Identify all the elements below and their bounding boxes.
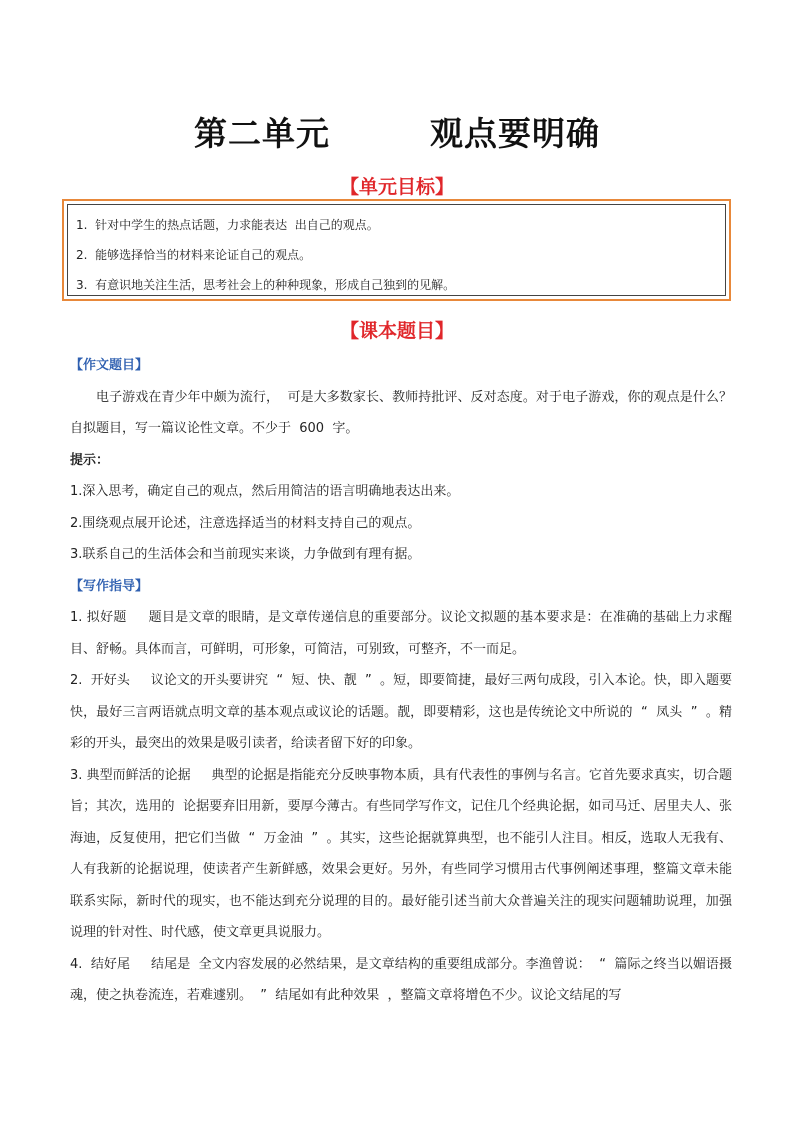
page-title: 第二单元 观点要明确	[194, 114, 600, 153]
unit-goals-box	[62, 199, 731, 301]
tips-label: 提示：	[70, 452, 110, 468]
goal-item: 1. 针对中学生的热点话题，力求能表达 出自己的观点。	[76, 218, 379, 232]
goal-item: 3. 有意识地关注生活，思考社会上的种种现象，形成自己独到的见解。	[76, 278, 456, 292]
guidance-paragraph: 1. 拟好题 题目是文章的眼睛，是文章传递信息的重要部分。议论文拟题的基本要求是：在准确的基础上力求醒目、舒畅。具体而言，可鲜明，可形象，可简洁，可别致，可整齐，不一而足。	[70, 610, 732, 657]
tip-item: 1.深入思考，确定自己的观点，然后用简洁的语言明确地表达出来。	[70, 484, 460, 499]
tip-item: 3.联系自己的生活体会和当前现实来谈，力争做到有理有据。	[70, 547, 421, 562]
goal-item: 2. 能够选择恰当的材料来论证自己的观点。	[76, 248, 312, 262]
textbook-content	[70, 350, 732, 1012]
unit-goals-inner-frame	[67, 204, 726, 296]
essay-prompt: 电子游戏在青少年中颇为流行， 可是大多数家长、教师持批评、反对态度。对于电子游戏，你的观点是什么？自拟题目，写一篇议论性文章。不少于 600 字。	[70, 389, 732, 436]
unit-goals-heading: 【单元目标】	[339, 176, 454, 198]
essay-title-label: 【作文题目】	[70, 358, 149, 373]
guidance-paragraph: 4. 结好尾 结尾是 全文内容发展的必然结果，是文章结构的重要组成部分。李渔曾说： “ 篇际之终当以媚语摄魂，使之执卷流连，若难遽别。 ” 结尾如有此种效果 ，整篇文章将增色不少。议论文结尾的写	[70, 956, 732, 1003]
guidance-paragraph: 3. 典型而鲜活的论据 典型的论据是指能充分反映事物本质，具有代表性的事例与名言。它首先要求真实，切合题旨；其次，选用的 论据要弃旧用新，要厚今薄古。有些同学写作文，记住几个经典论据，如司马迁、居里夫人、张海迪，反复使用，把它们当做 “ 万金油 ” 。其实，这些论据就算典型，也不能引人注目。相反，选取人无我有、人有我新的论据说理，使读者产生新鲜感，效果会更好。另外，有些同学习惯用古代事例阐述事理，整篇文章未能联系实际，新时代的现实，也不能达到充分说理的目的。最好能引述当前大众普遍关注的现实问题辅助说理，加强说理的针对性、时代感，使文章更具说服力。	[70, 767, 732, 940]
textbook-heading: 【课本题目】	[339, 320, 454, 342]
guidance-paragraph: 2. 开好头 议论文的开头要讲究 “ 短、快、靓 ” 。短，即要简捷，最好三两句成段，引入本论。快，即入题要快，最好三言两语就点明文章的基本观点或议论的话题。靓，即要精彩，这也是传统论文中所说的 “ 凤头 ” 。精彩的开头，最突出的效果是吸引读者，给读者留下好的印象。	[70, 673, 732, 751]
tip-item: 2.围绕观点展开论述，注意选择适当的材料支持自己的观点。	[70, 515, 421, 531]
guidance-label: 【写作指导】	[70, 578, 149, 594]
